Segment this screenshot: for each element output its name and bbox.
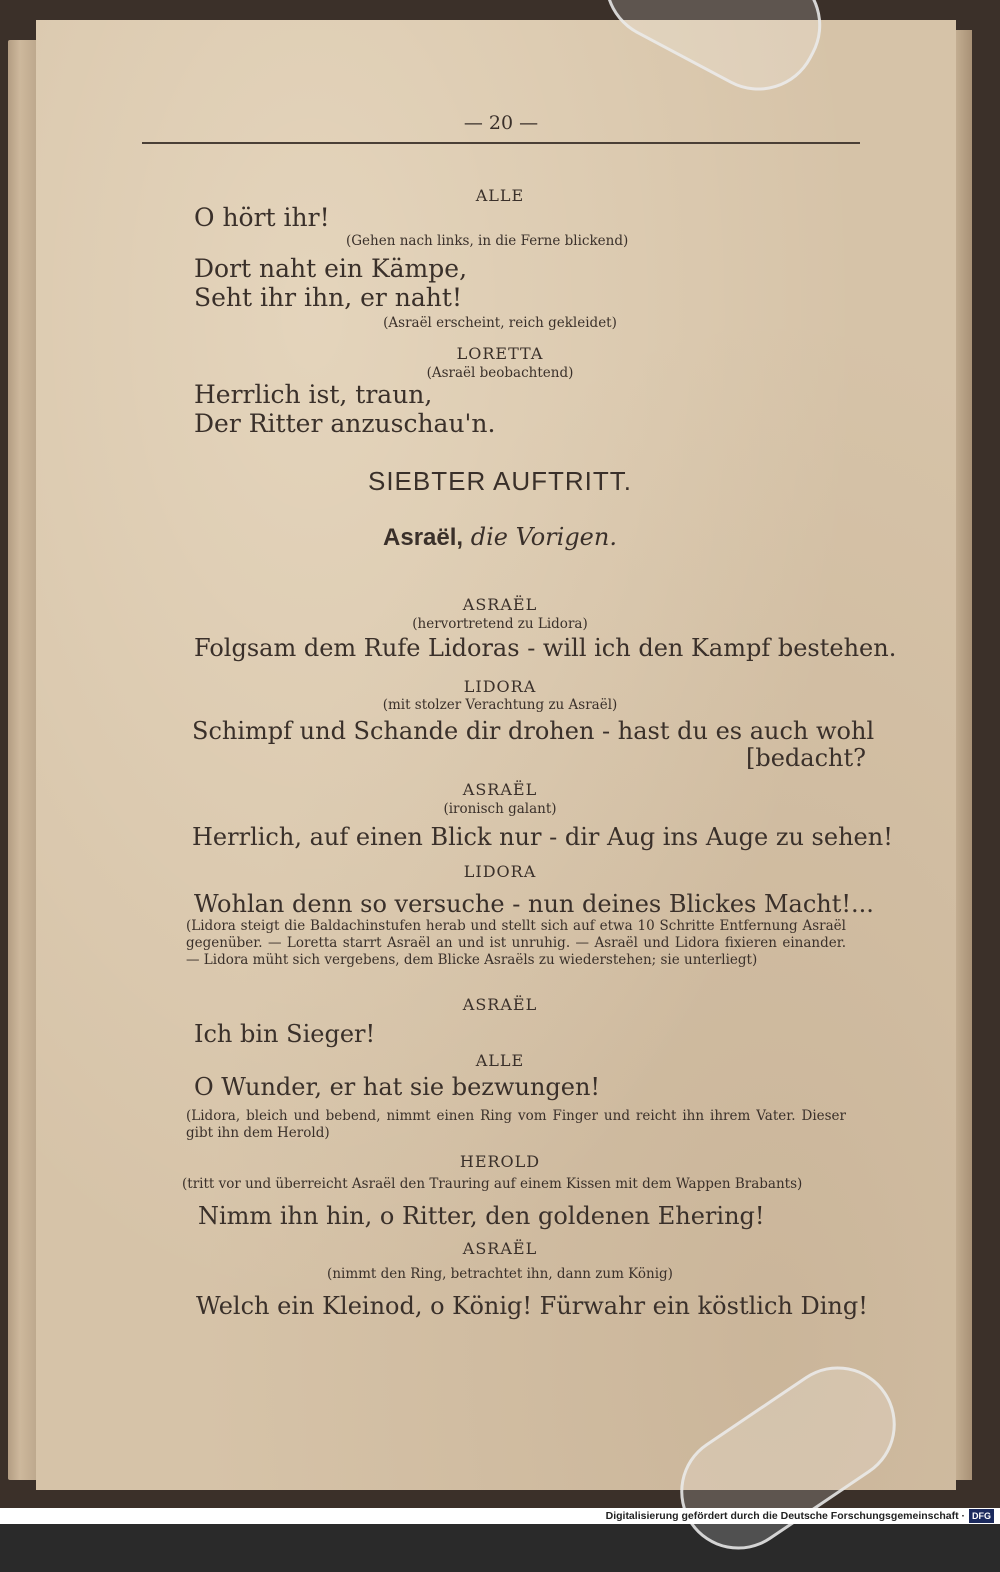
- speaker-label: ASRAËL: [462, 595, 538, 614]
- footer-credit: Digitalisierung gefördert durch die Deutsche Forschungsgemeinschaft ·: [605, 1510, 965, 1522]
- speaker-label: LIDORA: [463, 862, 537, 881]
- verse-line: Dort naht ein Kämpe,: [194, 254, 468, 283]
- verse-line: Herrlich, auf einen Blick nur - dir Aug ins Auge zu sehen!: [192, 823, 893, 851]
- verse-line: Herrlich ist, traun,: [194, 380, 433, 409]
- stage-direction: (hervortretend zu Lidora): [412, 616, 588, 632]
- stage-direction: (mit stolzer Verachtung zu Asraël): [382, 697, 618, 713]
- scene-character-name: Asraël,: [383, 524, 464, 551]
- verse-line: Der Ritter anzuschau'n.: [194, 409, 496, 438]
- verse-line: Ich bin Sieger!: [194, 1020, 376, 1048]
- verse-line: Nimm ihn hin, o Ritter, den goldenen Ehering!: [198, 1202, 765, 1230]
- speaker-label: ASRAËL: [462, 1239, 538, 1258]
- stage-direction-paragraph: (Lidora steigt die Baldachinstufen herab und stellt sich auf etwa 10 Schritte Entfernung Asraël gegenüber. — Loretta starrt Asraël an und ist unruhig. — Asraël und Lidora fixieren einander. — Lidora müht sich vergebens, dem Blicke Asraëls zu wiederstehen; sie unterliegt): [186, 918, 846, 968]
- verse-line: O Wunder, er hat sie bezwungen!: [194, 1073, 601, 1101]
- speaker-label: HEROLD: [459, 1152, 541, 1171]
- stage-direction: (nimmt den Ring, betrachtet ihn, dann zum König): [327, 1266, 673, 1282]
- scene-characters: [0, 523, 1000, 552]
- verse-line: Welch ein Kleinod, o König! Fürwahr ein köstlich Ding!: [196, 1292, 868, 1320]
- stage-direction: (Gehen nach links, in die Ferne blickend): [346, 233, 629, 249]
- speaker-label: LIDORA: [463, 677, 537, 696]
- verse-line-continuation: [bedacht?: [746, 744, 867, 772]
- speaker-label: ALLE: [475, 1051, 525, 1070]
- speaker-label: ASRAËL: [462, 780, 538, 799]
- act-heading: SIEBTER AUFTRITT.: [367, 466, 633, 496]
- verse-line: Seht ihr ihn, er naht!: [194, 283, 462, 312]
- footer-bar: [0, 1508, 1000, 1524]
- dfg-logo: DFG: [969, 1509, 994, 1523]
- scene-character-rest: die Vorigen.: [470, 523, 617, 551]
- speaker-label: LORETTA: [456, 344, 544, 363]
- stage-direction: (Asraël beobachtend): [426, 365, 574, 381]
- verse-line: O hört ihr!: [194, 203, 330, 232]
- verse-line: Folgsam dem Rufe Lidoras - will ich den Kampf bestehen.: [194, 634, 897, 662]
- speaker-label: ASRAËL: [462, 995, 538, 1014]
- stage-direction-paragraph: (Lidora, bleich und bebend, nimmt einen Ring vom Finger und reicht ihn ihrem Vater. Dieser gibt ihn dem Herold): [186, 1108, 846, 1141]
- verse-line: Wohlan denn so versuche - nun deines Blickes Macht!...: [194, 890, 874, 918]
- page-number: — 20 —: [463, 112, 539, 134]
- stage-direction: (Asraël erscheint, reich gekleidet): [383, 315, 617, 331]
- speaker-label: ALLE: [475, 186, 525, 205]
- stage-direction: (ironisch galant): [443, 801, 557, 817]
- stage-direction: (tritt vor und überreicht Asraël den Trauring auf einem Kissen mit dem Wappen Brabants): [182, 1176, 803, 1192]
- verse-line: Schimpf und Schande dir drohen - hast du es auch wohl: [192, 717, 875, 745]
